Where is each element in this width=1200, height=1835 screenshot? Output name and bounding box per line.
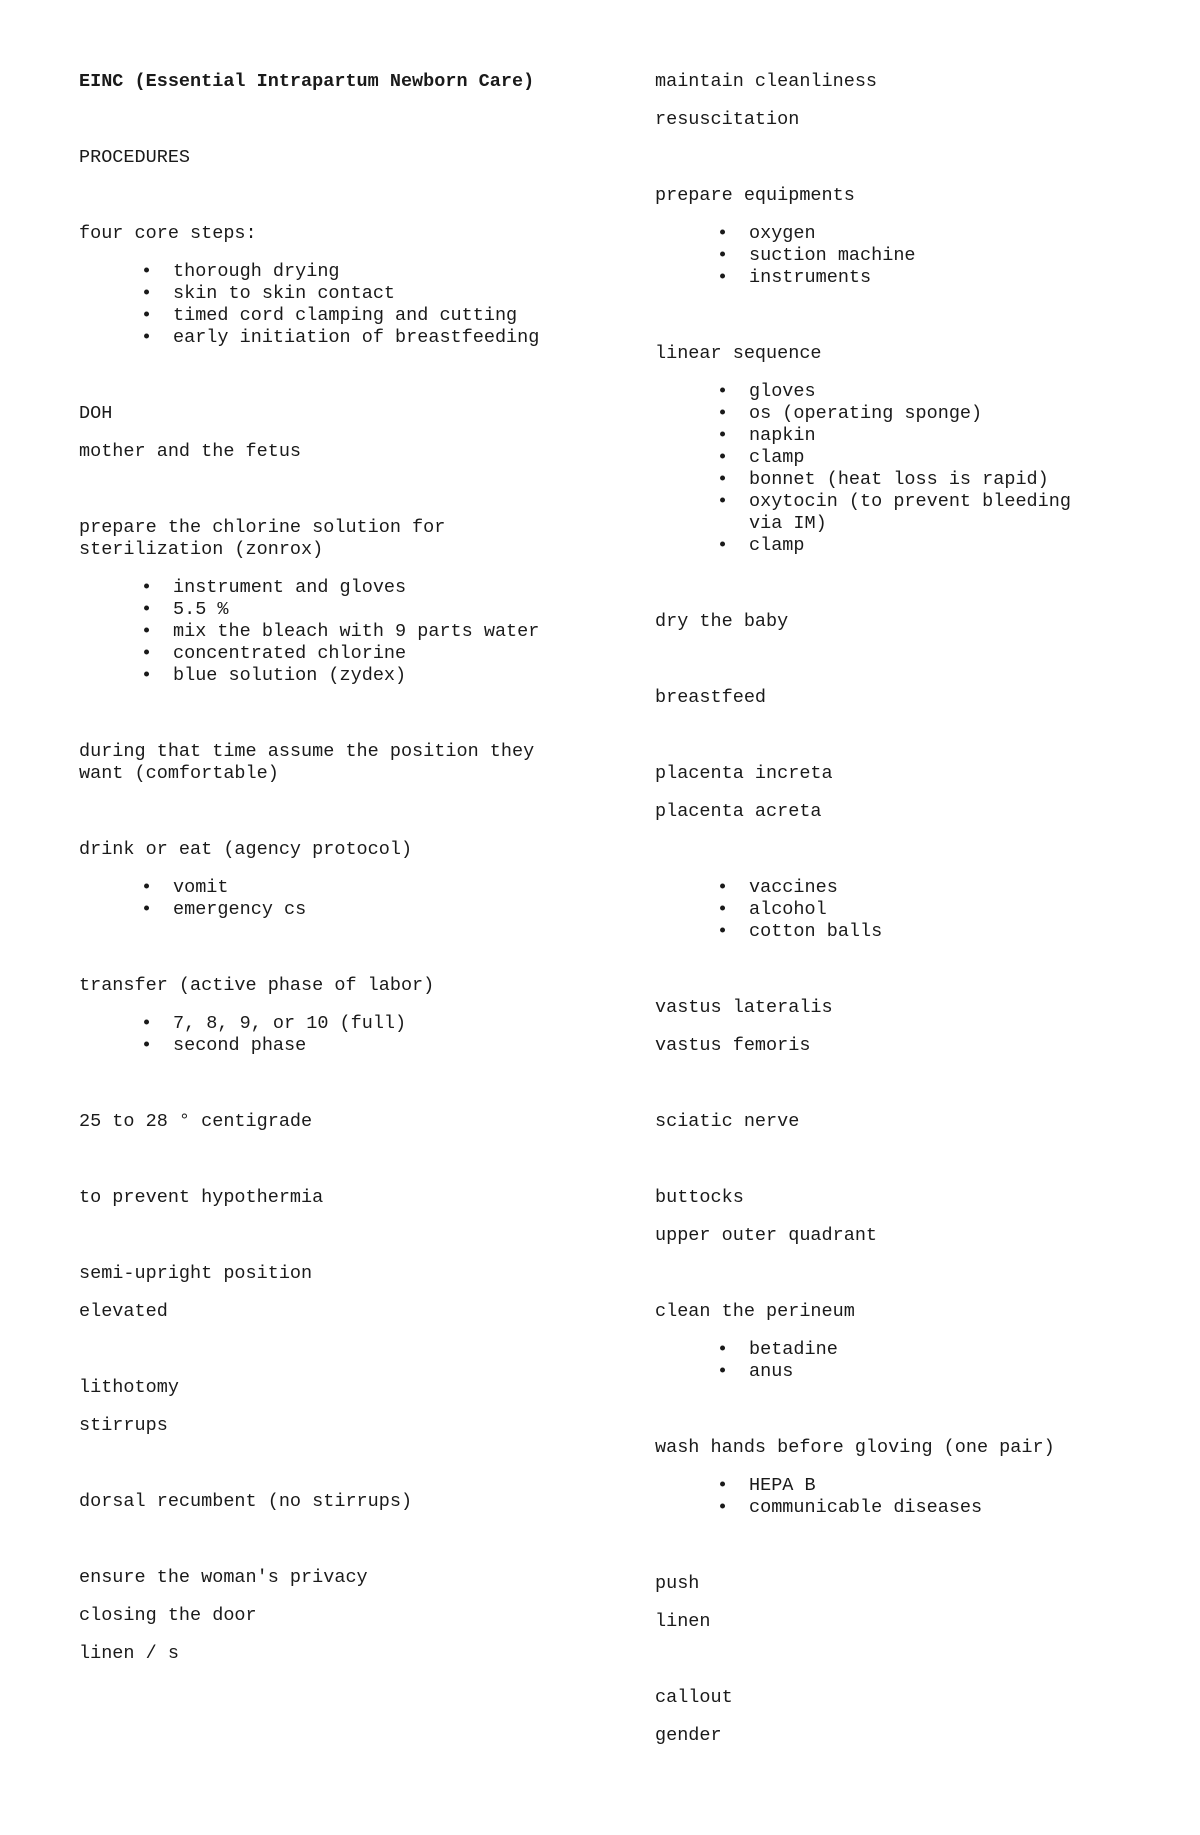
linen-s-line: linen / s xyxy=(79,1643,179,1664)
list-item: • mix the bleach with 9 parts water xyxy=(79,621,579,643)
privacy-line: ensure the woman's privacy xyxy=(79,1567,368,1588)
hypothermia-line: to prevent hypothermia xyxy=(79,1187,324,1208)
list-item: • early initiation of breastfeeding xyxy=(79,327,579,349)
list-item: • oxytocin (to prevent bleeding via IM) xyxy=(655,491,1109,535)
placenta-acreta-line: placenta acreta xyxy=(655,801,822,822)
drink-eat-heading: drink or eat (agency protocol) xyxy=(79,839,413,860)
linear-sequence-heading: linear sequence xyxy=(655,343,822,364)
push-line: push xyxy=(655,1573,700,1594)
buttocks-line: buttocks xyxy=(655,1187,744,1208)
dorsal-line: dorsal recumbent (no stirrups) xyxy=(79,1491,413,1512)
list-item: • clamp xyxy=(655,535,1175,557)
door-line: closing the door xyxy=(79,1605,257,1626)
cleanliness-line: maintain cleanliness xyxy=(655,71,878,92)
prepare-equipments-heading: prepare equipments xyxy=(655,185,855,206)
callout-line: callout xyxy=(655,1687,733,1708)
list-item: • os (operating sponge) xyxy=(655,403,1175,425)
placenta-increta-line: placenta increta xyxy=(655,763,833,784)
sequence-list xyxy=(655,381,1175,557)
linen-line: linen xyxy=(655,1611,711,1632)
list-item: • bonnet (heat loss is rapid) xyxy=(655,469,1175,491)
list-item: • blue solution (zydex) xyxy=(79,665,579,687)
chlorine-list xyxy=(79,577,579,687)
list-item: • instruments xyxy=(655,267,1175,289)
list-item: • 5.5 % xyxy=(79,599,579,621)
stirrups-line: stirrups xyxy=(79,1415,168,1436)
list-item: • betadine xyxy=(655,1339,1175,1361)
list-item: • vomit xyxy=(79,877,579,899)
elevated-line: elevated xyxy=(79,1301,168,1322)
wash-hands-list xyxy=(655,1475,1175,1519)
list-item: • napkin xyxy=(655,425,1175,447)
resuscitation-line: resuscitation xyxy=(655,109,800,130)
right-column xyxy=(655,71,1175,1747)
chlorine-line-1: prepare the chlorine solution for xyxy=(79,517,446,538)
list-item: • suction machine xyxy=(655,245,1175,267)
mother-fetus-line: mother and the fetus xyxy=(79,441,302,462)
position-line-2: want (comfortable) xyxy=(79,763,279,784)
list-item: • thorough drying xyxy=(79,261,579,283)
core-steps-list xyxy=(79,261,579,349)
position-line-1: during that time assume the position they xyxy=(79,741,535,762)
list-item: • gloves xyxy=(655,381,1175,403)
breastfeed-line: breastfeed xyxy=(655,687,767,708)
temperature-line: 25 to 28 ° centigrade xyxy=(79,1111,313,1132)
list-item: • instrument and gloves xyxy=(79,577,579,599)
transfer-list xyxy=(79,1013,579,1057)
transfer-heading: transfer (active phase of labor) xyxy=(79,975,435,996)
dry-baby-line: dry the baby xyxy=(655,611,789,632)
list-item: • emergency cs xyxy=(79,899,579,921)
list-item: • 7, 8, 9, or 10 (full) xyxy=(79,1013,579,1035)
drink-eat-list xyxy=(79,877,579,921)
vastus-lateralis-line: vastus lateralis xyxy=(655,997,833,1018)
list-item: • timed cord clamping and cutting xyxy=(79,305,579,327)
list-item: • communicable diseases xyxy=(655,1497,1175,1519)
sciatic-nerve-line: sciatic nerve xyxy=(655,1111,800,1132)
perineum-heading: clean the perineum xyxy=(655,1301,855,1322)
list-item: • concentrated chlorine xyxy=(79,643,579,665)
core-steps-heading: four core steps: xyxy=(79,223,257,244)
semi-upright-line: semi-upright position xyxy=(79,1263,313,1284)
list-item: • skin to skin contact xyxy=(79,283,579,305)
list-item: • clamp xyxy=(655,447,1175,469)
wash-hands-heading: wash hands before gloving (one pair) xyxy=(655,1437,1055,1458)
vaccine-list xyxy=(655,877,1175,943)
list-item: • HEPA B xyxy=(655,1475,1175,1497)
lithotomy-line: lithotomy xyxy=(79,1377,179,1398)
list-item: • alcohol xyxy=(655,899,1175,921)
list-item: • oxygen xyxy=(655,223,1175,245)
doh-heading: DOH xyxy=(79,403,113,424)
chlorine-line-2: sterilization (zonrox) xyxy=(79,539,324,560)
list-item: • cotton balls xyxy=(655,921,1175,943)
vastus-femoris-line: vastus femoris xyxy=(655,1035,811,1056)
gender-line: gender xyxy=(655,1725,722,1746)
procedures-heading: PROCEDURES xyxy=(79,147,191,168)
left-column xyxy=(79,71,579,1665)
list-item: • vaccines xyxy=(655,877,1175,899)
list-item: • anus xyxy=(655,1361,1175,1383)
document-title: EINC (Essential Intrapartum Newborn Care) xyxy=(79,71,535,92)
list-item: • second phase xyxy=(79,1035,579,1057)
upper-outer-line: upper outer quadrant xyxy=(655,1225,878,1246)
perineum-list xyxy=(655,1339,1175,1383)
equipment-list xyxy=(655,223,1175,289)
